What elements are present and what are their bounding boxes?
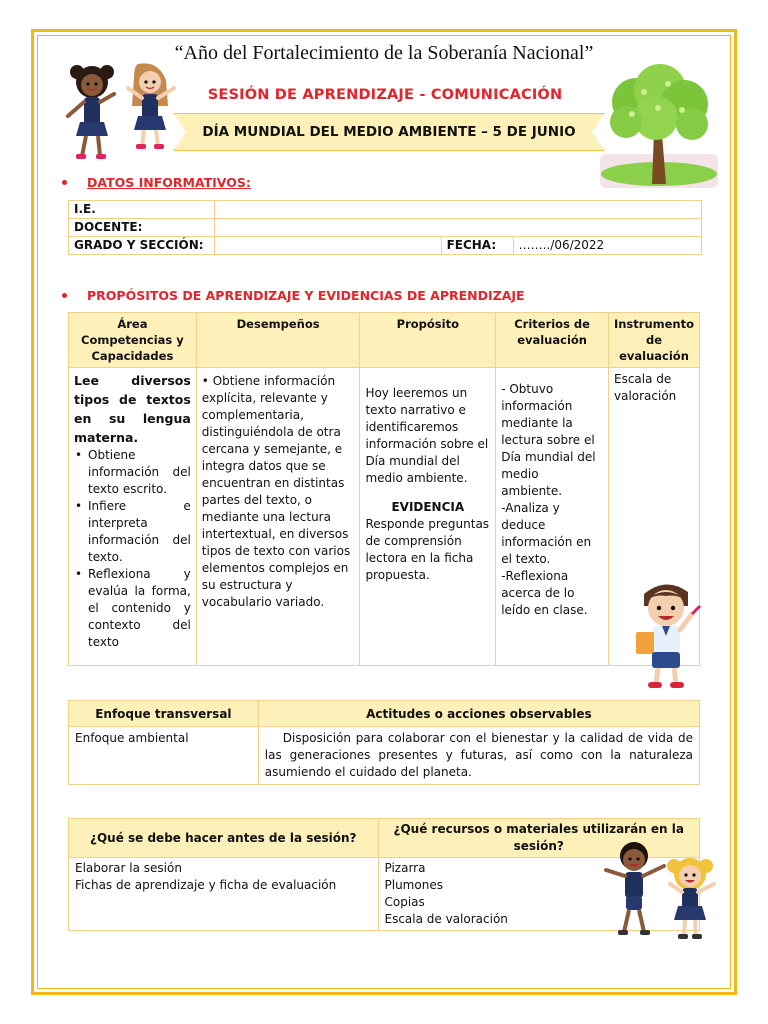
header-recursos: ¿Qué recursos o materiales utilizarán en la sesión? [378,819,700,858]
list-item: Fichas de aprendizaje y ficha de evaluación [75,878,337,892]
enfoque-value: Enfoque ambiental [69,727,259,785]
grado-label: GRADO Y SECCIÓN: [69,237,215,255]
docente-label: DOCENTE: [69,219,215,237]
event-banner-text: DÍA MUNDIAL DEL MEDIO AMBIENTE – 5 DE JUNIO [202,124,576,140]
criterio-item: -Analiza y deduce información en el texto. [501,501,592,566]
evidencia-text: Responde preguntas de comprensión lectora en la ficha propuesta. [365,517,490,582]
desempeno-cell [196,368,360,666]
antes-cell [69,858,379,931]
desempeno-text: • Obtiene información explícita, relevante y complementaria, distinguiéndola de otra cercana y semejante, e integra datos que se encuentran en distintas partes del texto, o mediante una lectura intertextual, en diversos tipos de texto con varios elementos complejos en su estructura y vocabulario variado. [201,374,351,609]
kids-waving-illustration [62,58,184,170]
area-cell [69,368,197,666]
table-row [69,368,700,666]
table-row [69,727,700,785]
list-item: Plumones [384,878,443,892]
kids-cheering-illustration [598,836,722,944]
list-item: Pizarra [384,861,426,875]
actitudes-value: Disposición para colaborar con el bienestar y la calidad de vida de las generaciones presentes y futuras, así como con la naturaleza asumiendo el cuidado del planeta. [258,727,699,785]
proposito-cell [360,368,496,666]
header-proposito: Propósito [360,313,496,368]
docente-value [215,219,702,237]
instrumento-text: Escala de valoración [613,372,677,403]
list-item: Escala de valoración [384,912,508,926]
fecha-value: ……../06/2022 [513,237,701,255]
tree-illustration [598,62,720,190]
table-header-row [69,313,700,368]
national-motto: “Año del Fortalecimiento de la Soberanía Nacional” [174,42,594,64]
evidencia-label: EVIDENCIA [391,500,465,514]
header-area: Área Competencias y Capacidades [69,313,197,368]
list-item: Elaborar la sesión [75,861,182,875]
competencia-text: Lee diversos tipos de textos en su lengua materna. [74,373,191,445]
boy-with-book-illustration [626,576,708,694]
table-row [69,219,702,237]
fecha-label: FECHA: [441,237,513,255]
list-item: • Obtiene información del texto escrito. [74,447,191,498]
header-antes: ¿Qué se debe hacer antes de la sesión? [69,819,379,858]
bullet-icon [62,180,67,185]
header-instrumento: Instrumento de evaluación [608,313,699,368]
list-item: • Reflexiona y evalúa la forma, el contenido y contexto del texto [74,566,191,651]
table-header-row [69,701,700,727]
header-criterios: Criterios de evaluación [496,313,609,368]
grado-value [215,237,441,255]
bullet-icon [62,293,67,298]
proposito-text: Hoy leeremos un texto narrativo e identificaremos información sobre el Día mundial del medio ambiente. [365,386,489,485]
table-row [69,237,702,255]
capacidades-list [74,447,191,651]
ie-value [215,201,702,219]
header-desempenos: Desempeños [196,313,360,368]
ie-label: I.E. [69,201,215,219]
event-banner [174,113,604,151]
enfoque-table [68,700,700,785]
session-title: SESIÓN DE APRENDIZAJE - COMUNICACIÓN [207,87,563,103]
criterio-item: - Obtuvo información mediante la lectura sobre el Día mundial del medio ambiente. [501,382,596,498]
header-actitudes: Actitudes o acciones observables [258,701,699,727]
criterios-cell [496,368,609,666]
table-row [69,201,702,219]
propositos-heading: PROPÓSITOS DE APRENDIZAJE Y EVIDENCIAS DE APRENDIZAJE [62,288,525,303]
propositos-table [68,312,700,666]
list-item: • Infiere e interpreta información del texto. [74,498,191,566]
datos-informativos-heading: DATOS INFORMATIVOS: [62,175,251,190]
list-item: Copias [384,895,425,909]
criterio-item: -Reflexiona acerca de lo leído en clase. [501,569,588,617]
header-enfoque: Enfoque transversal [69,701,259,727]
datos-informativos-table [68,200,702,255]
